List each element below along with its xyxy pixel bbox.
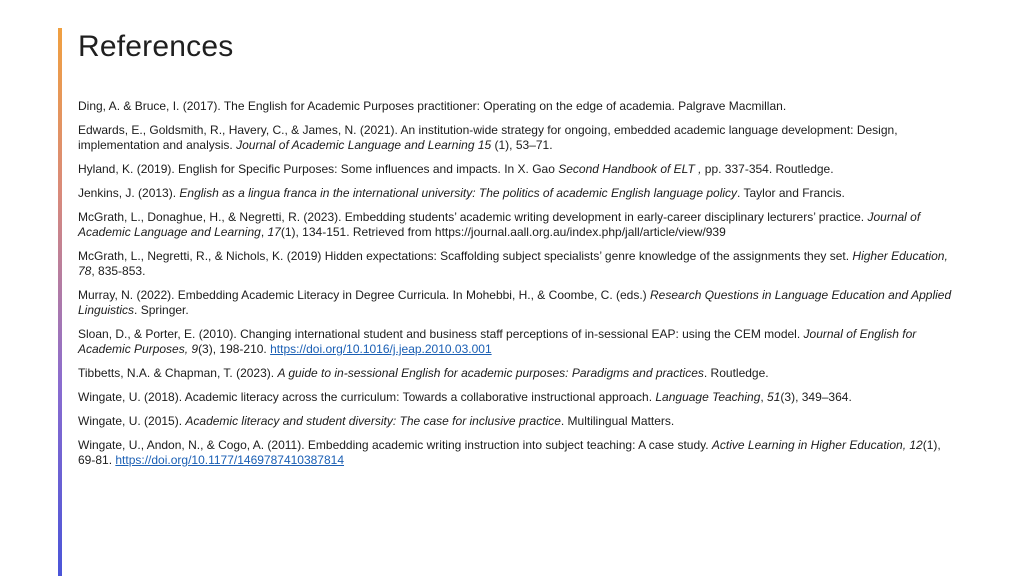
reference-item [78, 438, 954, 468]
ref-italic: 17 [267, 225, 281, 239]
reference-item [78, 249, 954, 279]
ref-text: McGrath, L., Donaghue, H., & Negretti, R. (2023). Embedding students’ academic writing development in early-career disciplinary lecturers’ practice. [78, 210, 868, 224]
ref-text: pp. 337-354. Routledge. [701, 162, 834, 176]
ref-text: Wingate, U. (2018). Academic literacy across the curriculum: Towards a collaborative instructional approach. [78, 390, 656, 404]
reference-item [78, 288, 954, 318]
reference-item [78, 366, 954, 381]
ref-italic: Research Questions in Language Education and Applied Linguistics [78, 288, 952, 317]
ref-text: (3), 198-210. [198, 342, 271, 356]
ref-italic: Second Handbook of ELT , [558, 162, 702, 176]
ref-text: (1), 53–71. [494, 138, 553, 152]
ref-text: Ding, A. & Bruce, I. (2017). The English for Academic Purposes practitioner: Operating on the edge of academia. Palgrave Macmillan. [78, 99, 787, 113]
ref-text: Murray, N. (2022). Embedding Academic Literacy in Degree Curricula. In Mohebbi, H., & Coombe, C. (eds.) [78, 288, 651, 302]
ref-italic: Higher Education, 78 [78, 249, 948, 278]
ref-italic: English as a lingua franca in the international university: The politics of academic English language policy [179, 186, 738, 200]
ref-text: . Springer. [134, 303, 189, 317]
ref-text: . Multilingual Matters. [560, 414, 675, 428]
reference-item [78, 162, 954, 177]
ref-text: (1), 69-81. [78, 438, 941, 467]
ref-text: Wingate, U., Andon, N., & Cogo, A. (2011). Embedding academic writing instruction into subject teaching: A case study. [78, 438, 712, 452]
reference-item [78, 390, 954, 405]
ref-text: Jenkins, J. (2013). [78, 186, 180, 200]
ref-text: , 835-853. [91, 264, 146, 278]
ref-text: Edwards, E., Goldsmith, R., Havery, C., & James, N. (2021). An institution-wide strategy for ongoing, embedded academic language development: Design, implementation and analysis. [78, 123, 898, 152]
page-title: References [78, 30, 234, 63]
reference-item [78, 186, 954, 201]
ref-text: Hyland, K. (2019). English for Specific Purposes: Some influences and impacts. In X. Gao [78, 162, 559, 176]
ref-text: Tibbetts, N.A. & Chapman, T. (2023). [78, 366, 278, 380]
reference-item [78, 210, 954, 240]
reference-item [78, 123, 954, 153]
ref-text: . Taylor and Francis. [737, 186, 845, 200]
ref-italic: 51 [767, 390, 781, 404]
ref-text: (3), 349–364. [780, 390, 852, 404]
ref-italic: Active Learning in Higher Education, 12 [711, 438, 923, 452]
ref-text: (1), 134-151. Retrieved from https://journal.aall.org.au/index.php/jall/article/view/939 [280, 225, 726, 239]
ref-italic: Journal of Academic Language and Learning [78, 210, 921, 239]
doi-link[interactable]: https://doi.org/10.1177/1469787410387814 [115, 453, 345, 467]
ref-text: Sloan, D., & Porter, E. (2010). Changing international student and business staff perceptions of in-sessional EAP: using the CEM model. [78, 327, 804, 341]
reference-item [78, 99, 954, 114]
ref-text: . Routledge. [703, 366, 769, 380]
reference-item [78, 414, 954, 429]
reference-item [78, 327, 954, 357]
ref-text: McGrath, L., Negretti, R., & Nichols, K. (2019) Hidden expectations: Scaffolding subject specialists’ genre knowledge of the assignments they set. [78, 249, 853, 263]
reference-list [78, 99, 954, 477]
ref-italic: Language Teaching [655, 390, 761, 404]
ref-italic: A guide to in-sessional English for academic purposes: Paradigms and practices [277, 366, 704, 380]
ref-text: Wingate, U. (2015). [78, 414, 186, 428]
ref-text: , [260, 225, 268, 239]
ref-italic: Journal of English for Academic Purposes, 9 [78, 327, 917, 356]
doi-link[interactable]: https://doi.org/10.1016/j.jeap.2010.03.001 [270, 342, 492, 356]
ref-text: , [760, 390, 768, 404]
ref-italic: Journal of Academic Language and Learning 15 [236, 138, 495, 152]
accent-bar [58, 28, 62, 576]
ref-italic: Academic literacy and student diversity: The case for inclusive practice [185, 414, 561, 428]
